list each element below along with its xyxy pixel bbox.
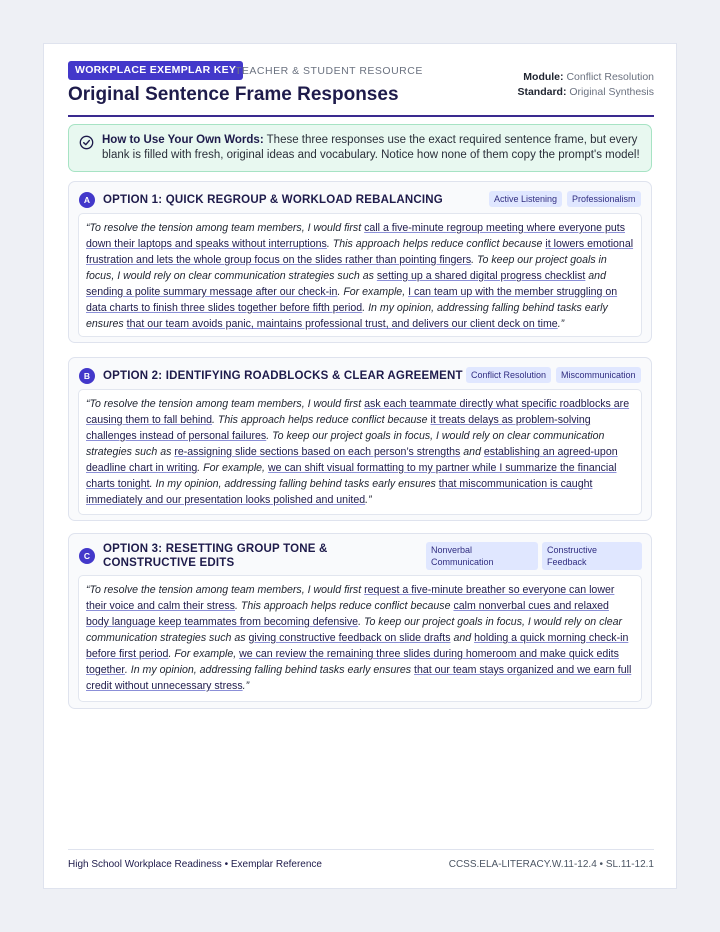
module-line (517, 70, 654, 85)
filled-blank: we can shift visual formatting to my partner while I summarize the financial charts tonight (86, 462, 617, 490)
frame-text: . To keep our project goals in focus, I would rely on clear communication strategies such as (86, 430, 605, 458)
filled-blank: calm nonverbal cues and relaxed body language keep teammates from becoming defensive (86, 600, 609, 628)
frame-text: . In my opinion, addressing falling behind tasks early ensures (124, 664, 415, 676)
check-circle-icon (79, 135, 94, 150)
frame-text: and (585, 270, 606, 282)
frame-text: .” (557, 318, 565, 330)
how-to-callout (68, 124, 652, 172)
page-title: Original Sentence Frame Responses (68, 84, 399, 105)
response-text-c (78, 575, 642, 702)
option-title-a: OPTION 1: QUICK REGROUP & WORKLOAD REBALANCING (103, 194, 443, 206)
filled-blank: sending a polite summary message after our check-in (86, 286, 338, 298)
filled-blank: that our team avoids panic, maintains professional trust, and delivers our client deck on time (126, 318, 558, 330)
filled-blank: call a five-minute regroup meeting where everyone puts down their laptops and speaks without interruptions (86, 222, 625, 250)
module-label: Module: (523, 71, 564, 83)
frame-text: . This approach helps reduce conflict because (234, 600, 454, 612)
frame-text: and (450, 632, 475, 644)
filled-blank: it treats delays as problem-solving challenges instead of personal failures (86, 414, 591, 442)
frame-text: . For example, (337, 286, 409, 298)
option-card-c (68, 533, 652, 709)
frame-text: . To keep our project goals in focus, I would rely on clear communication strategies such as (86, 616, 623, 644)
page-footer (68, 849, 654, 870)
skill-tag: Professionalism (567, 191, 641, 207)
filled-blank: request a five-minute breather so everyone can lower their voice and calm their stress (86, 584, 615, 612)
response-text-b (78, 389, 642, 515)
filled-blank: holding a quick morning check-in before first period (86, 632, 629, 660)
filled-blank: giving constructive feedback on slide drafts (248, 632, 451, 644)
filled-blank: setting up a shared digital progress checklist (376, 270, 586, 282)
frame-text: . For example, (168, 648, 240, 660)
frame-text: “To resolve the tension among team members, I would first (86, 584, 365, 596)
option-card-b (68, 357, 652, 521)
frame-text: and (460, 446, 484, 458)
frame-text: .” (365, 494, 372, 506)
filled-blank: we can review the remaining three slides during homeroom and make quick edits together (86, 648, 619, 676)
skill-tag: Nonverbal Communication (426, 542, 538, 570)
exemplar-key-badge: WORKPLACE EXEMPLAR KEY (68, 61, 243, 80)
how-to-lead: How to Use Your Own Words: (102, 134, 264, 146)
module-value: Conflict Resolution (566, 71, 654, 83)
filled-blank: establishing an agreed-upon deadline chart in writing (86, 446, 618, 474)
skill-tag: Conflict Resolution (466, 367, 551, 383)
meta-block (517, 70, 654, 100)
skill-tag: Constructive Feedback (542, 542, 642, 570)
standard-value: Original Synthesis (569, 86, 654, 98)
resource-label: TEACHER & STUDENT RESOURCE (235, 65, 423, 77)
page-header (68, 61, 654, 117)
standard-line (517, 85, 654, 100)
filled-blank: I can team up with the member struggling on data charts to finish three slides together before fifth period (86, 286, 618, 314)
frame-text: . To keep our project goals in focus, I would rely on clear communication strategies such as (86, 254, 607, 282)
option-card-a (68, 181, 652, 343)
frame-text: . This approach helps reduce conflict because (212, 414, 431, 426)
frame-text: “To resolve the tension among team members, I would first (86, 398, 365, 410)
exemplar-page (43, 43, 677, 889)
standard-label: Standard: (517, 86, 567, 98)
option-letter-b: B (79, 368, 95, 384)
filled-blank: that miscommunication is caught immediately and our presentation looks polished and united (86, 478, 593, 506)
option-letter-c: C (79, 548, 95, 564)
frame-text: .” (242, 680, 250, 692)
how-to-text (102, 133, 647, 163)
filled-blank: ask each teammate directly what specific roadblocks are causing them to fall behind (86, 398, 630, 426)
option-title-c: OPTION 3: RESETTING GROUP TONE & CONSTRUCTIVE EDITS (103, 543, 328, 569)
footer-course: High School Workplace Readiness • Exemplar Reference (68, 859, 322, 870)
frame-text: . In my opinion, addressing falling behind tasks early ensures (149, 478, 439, 490)
filled-blank: re-assigning slide sections based on each person’s strengths (174, 446, 461, 458)
frame-text: . For example, (197, 462, 268, 474)
response-text-a (78, 213, 642, 337)
option-letter-a: A (79, 192, 95, 208)
skill-tag: Active Listening (489, 191, 562, 207)
filled-blank: it lowers emotional frustration and lets the whole group focus on the slides rather than pointing fingers (86, 238, 634, 266)
frame-text: . In my opinion, addressing falling behind tasks early ensures (86, 302, 608, 330)
how-to-body: These three responses use the exact required sentence frame, but every blank is filled with fresh, original ideas and vocabulary. Notice how none of them copy the prompt's model! (102, 134, 640, 161)
frame-text: “To resolve the tension among team members, I would first (86, 222, 365, 234)
frame-text: . This approach helps reduce conflict because (326, 238, 546, 250)
skill-tag: Miscommunication (556, 367, 641, 383)
footer-standards: CCSS.ELA-LITERACY.W.11-12.4 • SL.11-12.1 (448, 859, 654, 870)
option-title-b: OPTION 2: IDENTIFYING ROADBLOCKS & CLEAR AGREEMENT (103, 370, 463, 382)
filled-blank: that our team stays organized and we earn full credit without unnecessary stress (86, 664, 632, 692)
